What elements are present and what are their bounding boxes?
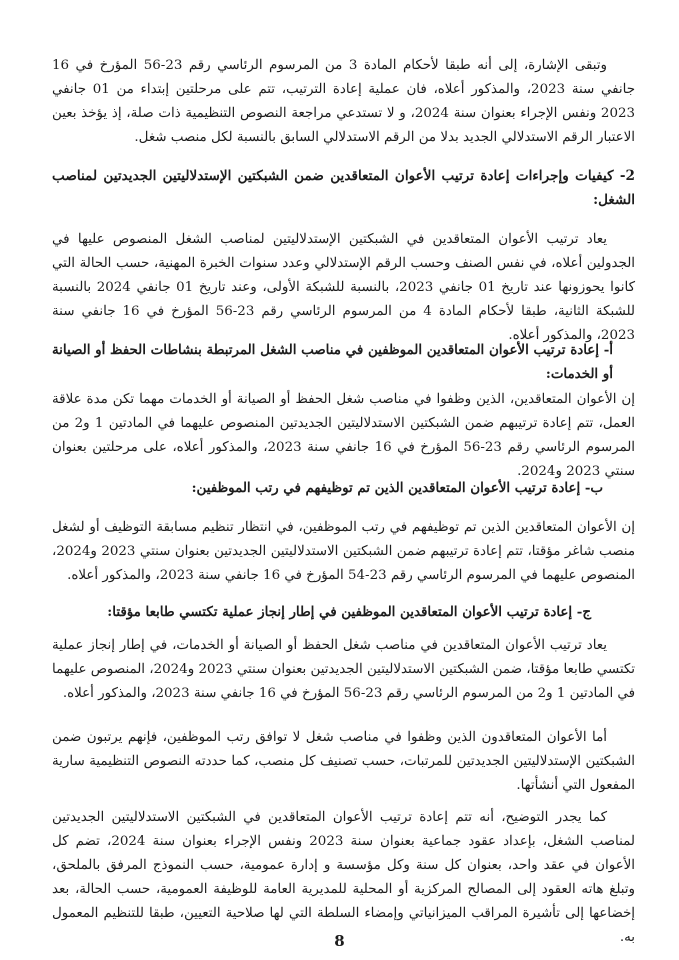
- subsection-c-paragraph: يعاد ترتيب الأعوان المتعاقدين في مناصب شغل الحفظ أو الصيانة أو الخدمات، في إطار إنجاز عملية تكتسي طابعا مؤقتا، ضمن الشبكتين الاستدلاليتين الجديدتين بعنوان سنتي 2023 و2024، المنصوص عليهما في المادتين 1 و2 من المرسوم الرئاسي رقم 23-56 المؤرخ في 16 جانفي سنة 2023، والمذكور أعلاه.: [52, 638, 636, 701]
- document-body: [52, 54, 636, 945]
- subsection-a-heading: أ- إعادة ترتيب الأعوان المتعاقدين الموظفين في مناصب الشغل المرتبطة بنشاطات الحفظ أو الصيانة أو الخدمات:: [52, 342, 613, 382]
- page-number: 8: [334, 932, 345, 950]
- section-2-paragraph: يعاد ترتيب الأعوان المتعاقدين في الشبكتين الإستدلاليتين لمناصب الشغل المنصوص عليها في الجدولين أعلاه، في نفس الصنف وحسب الرقم الإستدلالي وعدد سنوات الخبرة المهنية، حسب الحالة التي كانوا يحوزونها عند تاريخ 01 جانفي 2023، بالنسبة للشبكة الأولى، وعند تاريخ 01 جانفي 2024 بالنسبة للشبكة الثانية، طبقا لأحكام المادة 4 من المرسوم الرئاسي رقم 23-56 المؤرخ في 16 جانفي سنة 2023، والمذكور أعلاه.: [52, 232, 635, 343]
- intro-paragraph: وتبقى الإشارة، إلى أنه طبقا لأحكام المادة 3 من المرسوم الرئاسي رقم 23-56 المؤرخ في 16 جانفي سنة 2023، والمذكور أعلاه، فان عملية إعادة الترتيب، تتم على مرحلتين إبتداء من 01 جانفي 2023 ونفس الإجراء بعنوان سنة 2024، و لا تستدعي مراجعة النصوص التنظيمية ذات صلة، إذ يؤخذ بعين الاعتبار الرقم الاستدلالي الجديد بدلا من الرقم الاستدلالي السابق بالنسبة لكل منصب شغل.: [52, 58, 635, 145]
- subsection-a-paragraph: إن الأعوان المتعاقدين، الذين وظفوا في مناصب شغل الحفظ أو الصيانة أو الخدمات مهما تكن مدة علاقة العمل، تتم إعادة ترتيبهم ضمن الشبكتين الاستدلاليتين الجديدتين المنصوص عليهما في المادتين 1 و2 من المرسوم الرئاسي رقم 23-56 المؤرخ في 16 جانفي سنة 2023، والمذكور أعلاه، على مرحلتين بعنوان سنتي 2023 و2024.: [52, 392, 635, 479]
- section-2-heading: 2- كيفيات وإجراءات إعادة ترتيب الأعوان المتعاقدين ضمن الشبكتين الإستدلاليتين الجديدتين لمناصب الشغل:: [52, 168, 635, 208]
- subsection-b-heading: ب- إعادة ترتيب الأعوان المتعاقدين الذين تم توظيفهم في رتب الموظفين:: [191, 480, 603, 496]
- subsection-c-heading: ج- إعادة ترتيب الأعوان المتعاقدين الموظفين في إطار إنجاز عملية تكتسي طابعا مؤقتا:: [107, 604, 591, 620]
- clarification-paragraph: كما يجدر التوضيح، أنه تتم إعادة ترتيب الأعوان المتعاقدين في الشبكتين الاستدلاليتين الجديدتين لمناصب الشغل، بإعداد عقود جماعية بعنوان سنة 2023 ونفس الإجراء بعنوان سنة 2024، تضم كل الأعوان في عقد واحد، بعنوان كل سنة وكل مؤسسة و إدارة عمومية، حسب النموذج المرفق بالملحق، وتبلغ هاته العقود إلى المصالح المركزية أو المحلية للمديرية العامة للوظيفة العمومية، حسب الحالة، بعد إخضاعها إلى تأشيرة المراقب الميزانياتي وإمضاء السلطة التي لها صلاحية التعيين، طبقا للتنظيم المعمول به.: [52, 810, 635, 945]
- subsection-b-paragraph: إن الأعوان المتعاقدين الذين تم توظيفهم في رتب الموظفين، في انتظار تنظيم مسابقة التوظيف أو لشغل منصب شاغر مؤقتا، تتم إعادة ترتيبهم ضمن الشبكتين الاستدلاليتين الجديدتين بعنوان سنتي 2023 و2024، المنصوص عليهما في المرسوم الرئاسي رقم 23-54 المؤرخ في 16 جانفي سنة 2023، والمذكور أعلاه.: [52, 520, 635, 583]
- other-contracts-paragraph: أما الأعوان المتعاقدون الذين وظفوا في مناصب شغل لا توافق رتب الموظفين، فإنهم يرتبون ضمن الشبكتين الإستدلاليتين الجديدتين للمرتبات، حسب تصنيف كل منصب، كما حددته النصوص التنظيمية سارية المفعول التي أنشأتها.: [52, 730, 635, 793]
